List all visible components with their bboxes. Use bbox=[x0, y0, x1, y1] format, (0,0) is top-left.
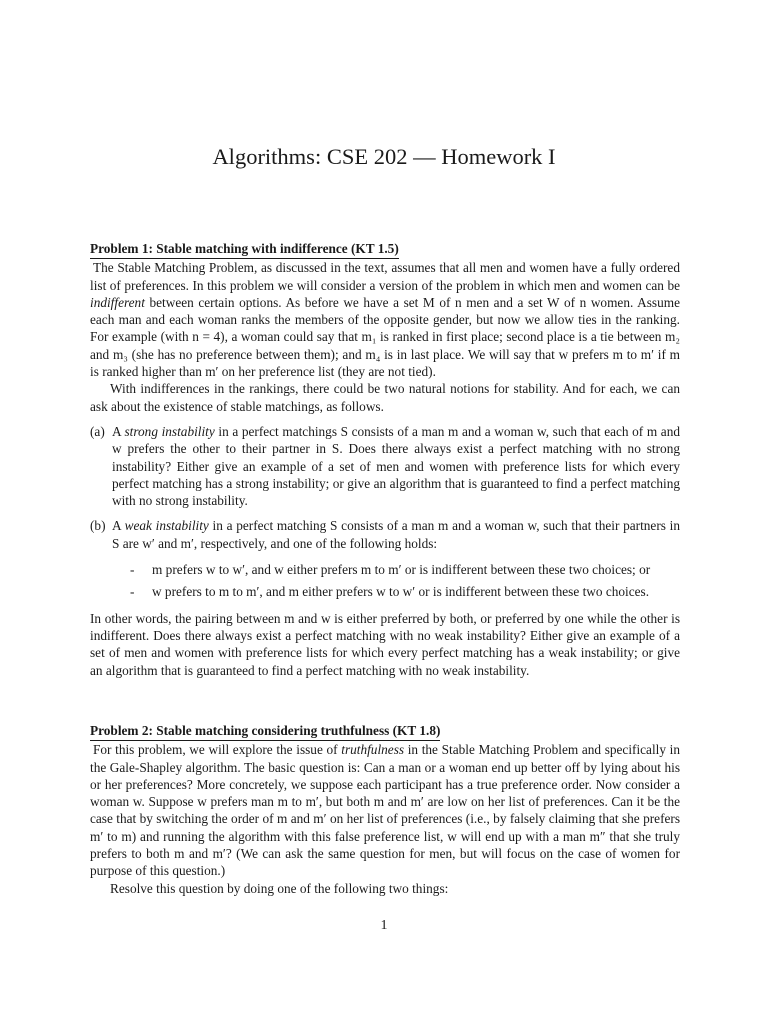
emphasis-indifferent: indifferent bbox=[90, 294, 145, 310]
problem-2-paragraph-1 bbox=[90, 741, 680, 879]
problem-1-part-b bbox=[90, 517, 680, 552]
condition-2-text: w prefers to m to m′, and m either prefers w to w′ or is indifferent between these two choices. bbox=[152, 584, 650, 600]
problem-1-section bbox=[90, 240, 680, 679]
dash-bullet-2: - bbox=[130, 584, 135, 600]
problem-1-paragraph-1 bbox=[90, 259, 680, 380]
part-a-pre: A bbox=[112, 423, 125, 439]
emphasis-weak-instability: weak instability bbox=[124, 518, 209, 534]
problem-2-title: Problem 2: Stable matching considering truthfulness (KT 1.8) bbox=[90, 722, 440, 741]
emphasis-truthfulness: truthfulness bbox=[341, 742, 405, 758]
problem-1-part-a bbox=[90, 423, 680, 509]
part-a-label: (a) bbox=[90, 423, 105, 439]
page-title: Algorithms: CSE 202 — Homework I bbox=[212, 144, 556, 169]
problem-2-text-b: in the Stable Matching Problem and specifically in the Gale-Shapley algorithm. The basic question is: Can a man or a woman end up better off by lying about his or her preferences? More concretely, we suppose each participant has a true preference order. Now consider a woman w. Suppose w prefers man m to m′, but both m and m′ are low on her list of preferences. Can it be the case that by switching the order of m and m′ on her list of preferences (i.e., by falsely claiming that she prefers m′ to m) and running the algorithm with this false preference list, w will end up with a man m″ that she truly prefers to both m and m′? (We can ask the same question for men, but will focus on the case of women for purpose of this question.) bbox=[90, 742, 680, 879]
part-a-text: in a perfect matchings S consists of a man m and a woman w, such that each of m and w prefers the other to their partner in S. Does there always exist a perfect matching with no strong instability? Either give an example of a set of men and women with preference lists for which every perfect matching has a strong instability; or give an algorithm that is guaranteed to find a perfect matching with no strong instability. bbox=[112, 423, 680, 509]
dash-bullet-1: - bbox=[130, 562, 135, 578]
page-number: 1 bbox=[380, 918, 388, 933]
problem-1-paragraph-3: In other words, the pairing between m and w is either preferred by both, or preferred by one while the other is indifferent. Does there always exist a perfect matching with no weak instability? Either give an example of a set of men and women with preference lists for which every perfect matching has a weak instability; or give an algorithm that is guaranteed to find a perfect matching with no weak instability. bbox=[90, 610, 680, 678]
condition-2 bbox=[90, 583, 680, 600]
part-b-text: in a perfect matching S consists of a man m and a woman w, such that their partners in S are w′ and m′, respectively, and one of the following holds: bbox=[112, 518, 680, 551]
problem-1-text-a: The Stable Matching Problem, as discussed in the text, assumes that all men and women have a fully ordered list of preferences. In this problem we will consider a version of the problem in which men and women can be bbox=[90, 260, 680, 293]
part-b-label: (b) bbox=[90, 518, 106, 534]
problem-2-section bbox=[90, 722, 680, 897]
problem-1-title: Problem 1: Stable matching with indifference (KT 1.5) bbox=[90, 240, 399, 259]
emphasis-strong-instability: strong instability bbox=[124, 423, 215, 439]
problem-2-text-a: For this problem, we will explore the issue of bbox=[93, 742, 342, 758]
condition-1-text: m prefers w to w′, and w either prefers m to m′ or is indifferent between these two choices; or bbox=[152, 562, 651, 578]
problem-1-paragraph-2: With indifferences in the rankings, there could be two natural notions for stability. And for each, we can ask about the existence of stable matchings, as follows. bbox=[90, 381, 680, 414]
problem-2-paragraph-2: Resolve this question by doing one of the following two things: bbox=[110, 880, 449, 896]
problem-1-text-b: between certain options. As before we have a set M of n men and a set W of n women. Assume each man and each woman ranks the members of the opposite gender, but now we allow ties in the ranking. For example (with n = 4), a woman could say that m₁ is ranked in first place; second place is a tie between m₂ and m₃ (she has no preference between them); and m₄ is in last place. We will say that w prefers m to m′ if m is ranked higher than m′ on her preference list (they are not tied). bbox=[90, 294, 680, 380]
part-b-pre: A bbox=[112, 518, 125, 534]
condition-1 bbox=[90, 561, 680, 578]
